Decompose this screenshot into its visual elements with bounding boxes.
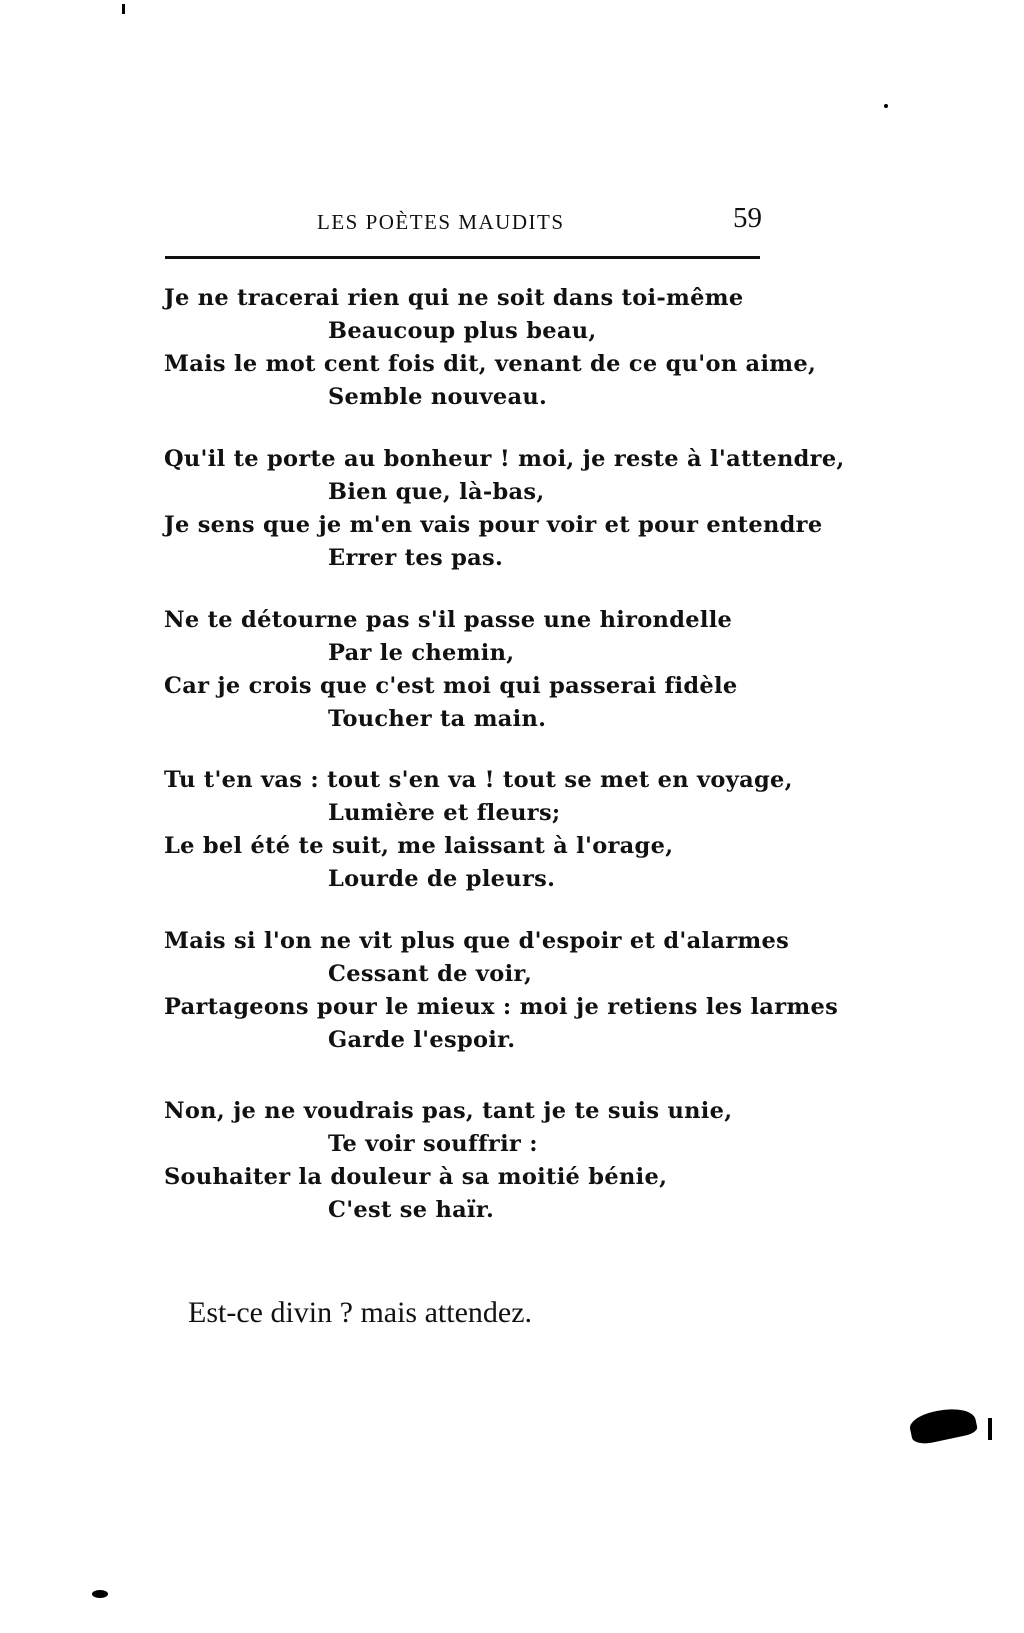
verse-line: Par le chemin,	[328, 640, 515, 666]
verse-line: Beaucoup plus beau,	[328, 318, 597, 344]
verse-line: Toucher ta main.	[328, 706, 547, 732]
verse-line: Lourde de pleurs.	[328, 866, 556, 892]
verse-line: Qu'il te porte au bonheur ! moi, je reste à l'attendre,	[164, 446, 845, 472]
verse-line: Te voir souffrir :	[328, 1131, 538, 1157]
verse-line: Bien que, là-bas,	[328, 479, 545, 505]
verse-line: Mais si l'on ne vit plus que d'espoir et d'alarmes	[164, 928, 790, 954]
ink-speck	[884, 104, 888, 108]
verse-line: Je ne tracerai rien qui ne soit dans toi-même	[164, 285, 744, 311]
verse-line: Je sens que je m'en vais pour voir et pour entendre	[164, 512, 823, 538]
stanza-3	[164, 604, 784, 736]
verse-line: Errer tes pas.	[328, 545, 504, 571]
stanza-2	[164, 443, 845, 575]
stanza-5	[164, 925, 839, 1057]
verse-line: Partageons pour le mieux : moi je retiens les larmes	[164, 994, 839, 1020]
verse-line: Le bel été te suit, me laissant à l'orage,	[164, 833, 674, 859]
ink-blot	[908, 1403, 979, 1446]
verse-line: Non, je ne voudrais pas, tant je te suis unie,	[164, 1098, 733, 1124]
stanza-1	[164, 282, 817, 414]
verse-line: Lumière et fleurs;	[328, 800, 561, 826]
verse-line: Ne te détourne pas s'il passe une hirondelle	[164, 607, 733, 633]
stanza-4	[164, 764, 793, 896]
verse-line: Garde l'espoir.	[328, 1027, 516, 1053]
ink-mark	[988, 1418, 992, 1440]
verse-line: Semble nouveau.	[328, 384, 548, 410]
verse-line: Cessant de voir,	[328, 961, 533, 987]
stanza-6	[164, 1095, 784, 1227]
page-number: 59	[733, 202, 762, 234]
running-title: LES POÈTES MAUDITS	[317, 210, 565, 234]
verse-line: Tu t'en vas : tout s'en va ! tout se met en voyage,	[164, 767, 793, 793]
verse-line: Mais le mot cent fois dit, venant de ce qu'on aime,	[164, 351, 817, 377]
closing-line: Est-ce divin ? mais attendez.	[188, 1296, 533, 1329]
verse-line: Car je crois que c'est moi qui passerai fidèle	[164, 673, 738, 699]
ink-speck	[122, 4, 125, 14]
verse-line: C'est se haïr.	[328, 1197, 495, 1223]
page-header	[162, 202, 762, 242]
header-rule	[165, 256, 760, 259]
ink-speck	[92, 1590, 108, 1598]
verse-line: Souhaiter la douleur à sa moitié bénie,	[164, 1164, 668, 1190]
